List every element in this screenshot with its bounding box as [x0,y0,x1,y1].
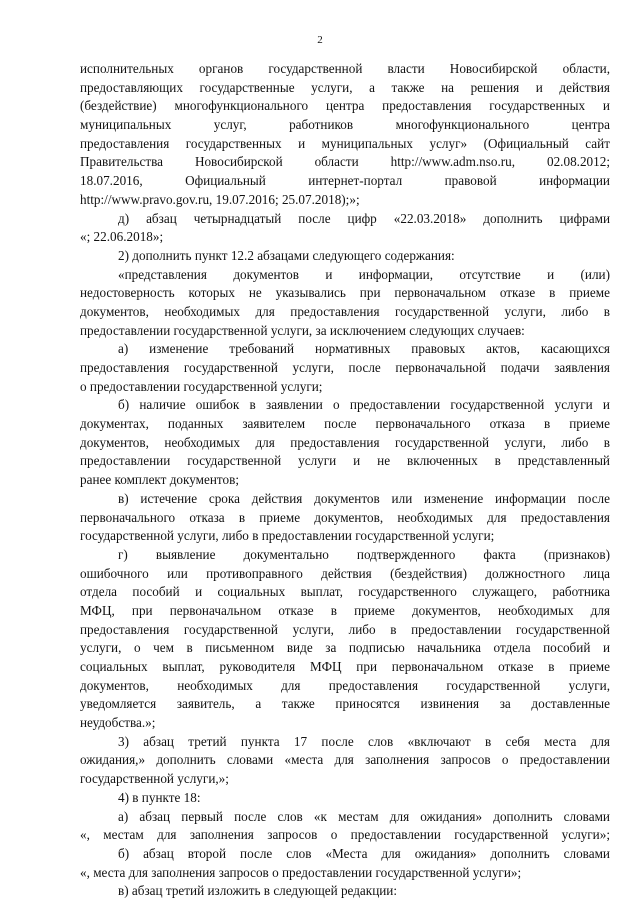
text-line: «; 22.06.2018»; [80,229,164,245]
text-line: уведомляется заявитель, а также приносятся извинения за доставленные [80,696,610,712]
text-line: 18.07.2016, Официальный интернет-портал правовой информации [80,173,610,189]
text-line: государственной услуги,»; [80,771,229,787]
text-line: ожидания,» дополнить словами «места для заполнения запросов о предоставлении [80,752,610,768]
text-line: документов, необходимых для предоставления государственной услуги, либо в [80,434,610,450]
text-line: в) абзац третий изложить в следующей редакции: [118,883,398,899]
text-line: социальных выплат, руководителя МФЦ при первоначальном отказе в приеме [80,659,610,674]
text-line: предоставления государственной услуги, либо в предоставлении государственной [80,621,610,637]
text-line: ранее комплект документов; [80,472,239,488]
text-line: а) изменение требований нормативных правовых актов, касающихся [118,341,610,357]
text-line: о предоставлении государственной услуги; [80,378,323,394]
text-line: (бездействие) многофункционального центра предоставления государственных и [80,98,610,114]
text-line: документов, необходимых для предоставления государственной услуги, [80,677,610,693]
text-line: а) абзац первый после слов «к местам для ожидания» дополнить словами [118,808,610,824]
text-line: отдела пособий и социальных выплат, государственного служащего, работника [80,584,610,600]
text-line: документов, необходимых для предоставления государственной услуги, либо в [80,303,610,319]
text-line: муниципальных услуг, работников многофункционального центра [80,117,610,133]
text-line: документах, поданных заявителем после первоначального отказа в приеме [80,416,610,432]
text-line: исполнительных органов государственной власти Новосибирской области, [80,61,610,76]
page-number: 2 [317,34,323,46]
text-line: неудобства.»; [80,715,156,731]
text-line: д) абзац четырнадцатый после цифр «22.03.2018» дополнить цифрами [118,210,610,226]
text-line: государственной услуги, либо в предоставлении государственной услуги; [80,528,495,544]
text-line: 3) абзац третий пункта 17 после слов «включают в себя места для [118,733,610,749]
text-line: предоставления государственных и муниципальных услуг» (Официальный сайт [80,135,610,151]
text-line: предоставляющих государственные услуги, а также на решения и действия [80,79,610,95]
text-line: «, места для заполнения запросов о предоставлении государственной услуги»; [80,864,522,880]
text-line: г) выявление документально подтвержденного факта (признаков) [118,546,610,562]
text-line: «представления документов и информации, отсутствие и (или) [118,266,610,282]
text-line: б) абзац второй после слов «Места для ожидания» дополнить словами [118,845,610,861]
text-line: предоставления государственной услуги, после первоначальной подачи заявления [80,360,610,375]
text-line: б) наличие ошибок в заявлении о предоставлении государственной услуги и [118,397,610,413]
text-line: 2) дополнить пункт 12.2 абзацами следующего содержания: [118,247,455,263]
text-line: ошибочного или противоправного действия (бездействия) должностного лица [80,565,610,581]
document-body [80,60,610,901]
text-line: первоначального отказа в приеме документов, необходимых для предоставления [80,509,610,525]
text-line: услуги, о чем в письменном виде за подписью начальника отдела пособий и [80,640,610,656]
text-line: недостоверность которых не указывались при первоначальном отказе в приеме [80,285,610,301]
text-line: 4) в пункте 18: [118,789,201,805]
text-line: «, местам для заполнения запросов о предоставлении государственной услуги»; [80,827,610,843]
text-line: МФЦ, при первоначальном отказе в приеме документов, необходимых для [80,602,610,618]
text-line: в) истечение срока действия документов или изменение информации после [118,490,610,506]
text-line: http://www.pravo.gov.ru, 19.07.2016; 25.07.2018);»; [80,191,360,207]
text-line: предоставлении государственной услуги и не включенных в представленный [80,453,610,469]
text-line: Правительства Новосибирской области http://www.adm.nso.ru, 02.08.2012; [80,154,610,170]
text-line: предоставлении государственной услуги, за исключением следующих случаев: [80,322,525,338]
